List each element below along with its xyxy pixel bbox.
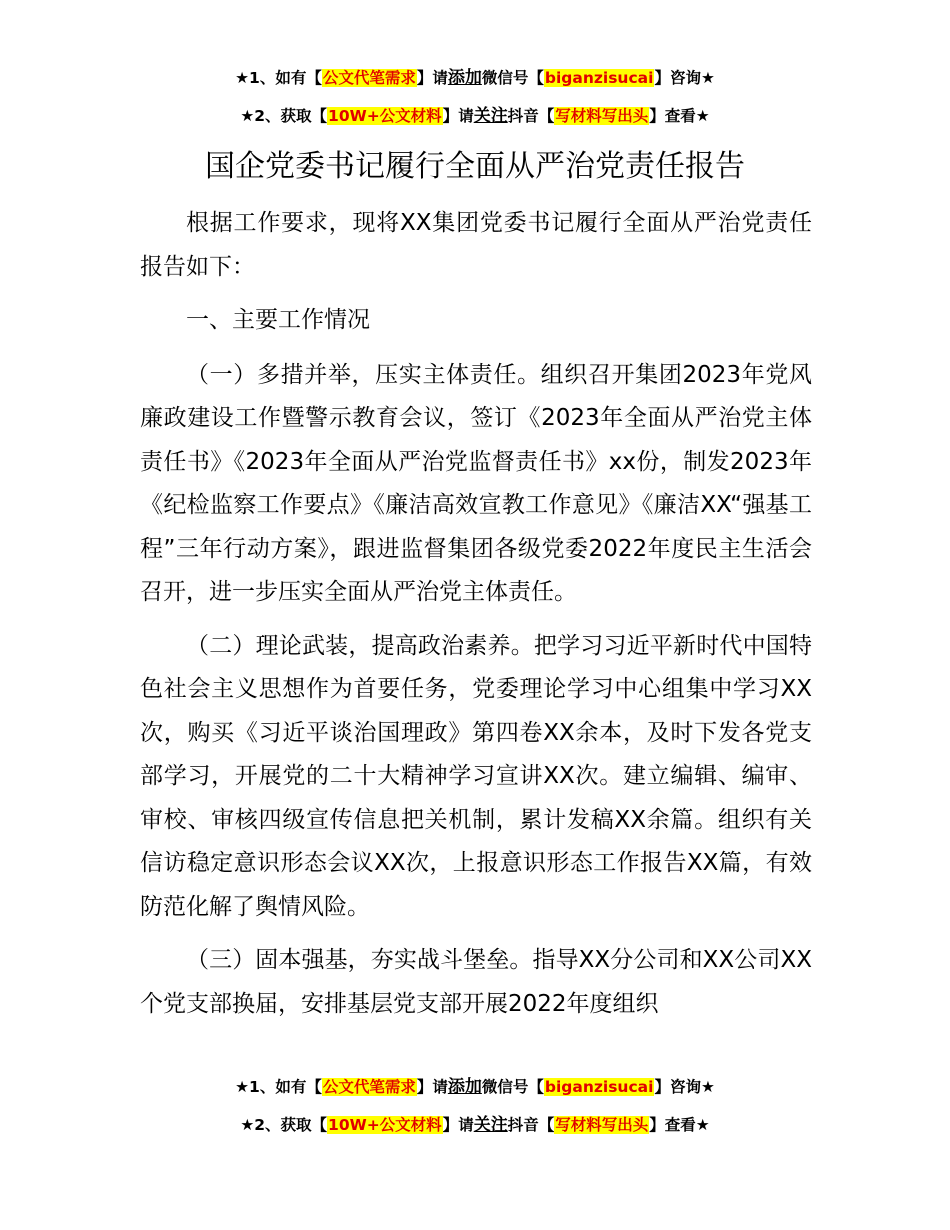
promo-text: 】请 xyxy=(442,1116,474,1134)
promo-text: 】查看★ xyxy=(649,107,710,125)
promo-text: 】请 xyxy=(442,107,474,125)
section-heading: 一、主要工作情况 xyxy=(186,307,370,333)
promo-line-1-top xyxy=(0,66,950,90)
promo-text: ★1、如有【 xyxy=(235,1078,322,1096)
promo-emphasis: 添加 xyxy=(447,68,482,88)
promo-highlight: biganzisucai xyxy=(544,1078,654,1096)
document-body xyxy=(140,202,812,1036)
promo-text: 】请 xyxy=(416,1078,448,1096)
promo-line-2-bottom xyxy=(0,1113,950,1137)
body-paragraph: （一）多措并举，压实主体责任。组织召开集团2023年党风廉政建设工作暨警示教育会议，签订《2023年全面从严治党主体责任书》《2023年全面从严治党监督责任书》xx份，制发2023年《纪检监察工作要点》《廉洁高效宣教工作意见》《廉洁XX“强基工程”三年行动方案》，跟进监督集团各级党委2022年度民主生活会召开，进一步压实全面从严治党主体责任。 xyxy=(140,361,812,605)
promo-text: ★1、如有【 xyxy=(235,69,322,87)
intro-paragraph: 根据工作要求，现将XX集团党委书记履行全面从严治党责任报告如下： xyxy=(140,210,812,280)
promo-highlight: 公文代笔需求 xyxy=(322,69,416,87)
promo-text: 微信号【 xyxy=(481,69,544,87)
body-paragraph: （三）固本强基，夯实战斗堡垒。指导XX分公司和XX公司XX个党支部换届，安排基层党支部开展2022年度组织 xyxy=(140,947,812,1017)
promo-highlight: 写材料写出头 xyxy=(555,1116,649,1134)
promo-text: 】咨询★ xyxy=(654,1078,715,1096)
promo-text: ★2、获取【 xyxy=(240,107,328,125)
promo-text: 抖音【 xyxy=(507,1116,555,1134)
promo-line-1-bottom xyxy=(0,1075,950,1099)
promo-text: 】咨询★ xyxy=(654,69,715,87)
promo-emphasis: 关注 xyxy=(473,106,508,126)
promo-highlight: 10W+公文材料 xyxy=(328,1116,442,1134)
promo-text: 微信号【 xyxy=(481,1078,544,1096)
promo-text: 】请 xyxy=(416,69,448,87)
promo-text: 】查看★ xyxy=(649,1116,710,1134)
promo-highlight: 10W+公文材料 xyxy=(328,107,442,125)
promo-emphasis: 添加 xyxy=(447,1077,482,1097)
promo-highlight: 公文代笔需求 xyxy=(322,1078,416,1096)
promo-line-2-top xyxy=(0,104,950,128)
promo-highlight: 写材料写出头 xyxy=(555,107,649,125)
promo-highlight: biganzisucai xyxy=(544,69,654,87)
body-paragraph: （二）理论武装，提高政治素养。把学习习近平新时代中国特色社会主义思想作为首要任务，党委理论学习中心组集中学习XX次，购买《习近平谈治国理政》第四卷XX余本，及时下发各党支部学习，开展党的二十大精神学习宣讲XX次。建立编辑、编审、审校、审核四级宣传信息把关机制，累计发稿XX余篇。组织有关信访稳定意识形态会议XX次，上报意识形态工作报告XX篇，有效防范化解了舆情风险。 xyxy=(140,632,812,920)
promo-text: ★2、获取【 xyxy=(240,1116,328,1134)
document-title: 国企党委书记履行全面从严治党责任报告 xyxy=(205,149,745,184)
promo-emphasis: 关注 xyxy=(473,1115,508,1135)
promo-text: 抖音【 xyxy=(507,107,555,125)
